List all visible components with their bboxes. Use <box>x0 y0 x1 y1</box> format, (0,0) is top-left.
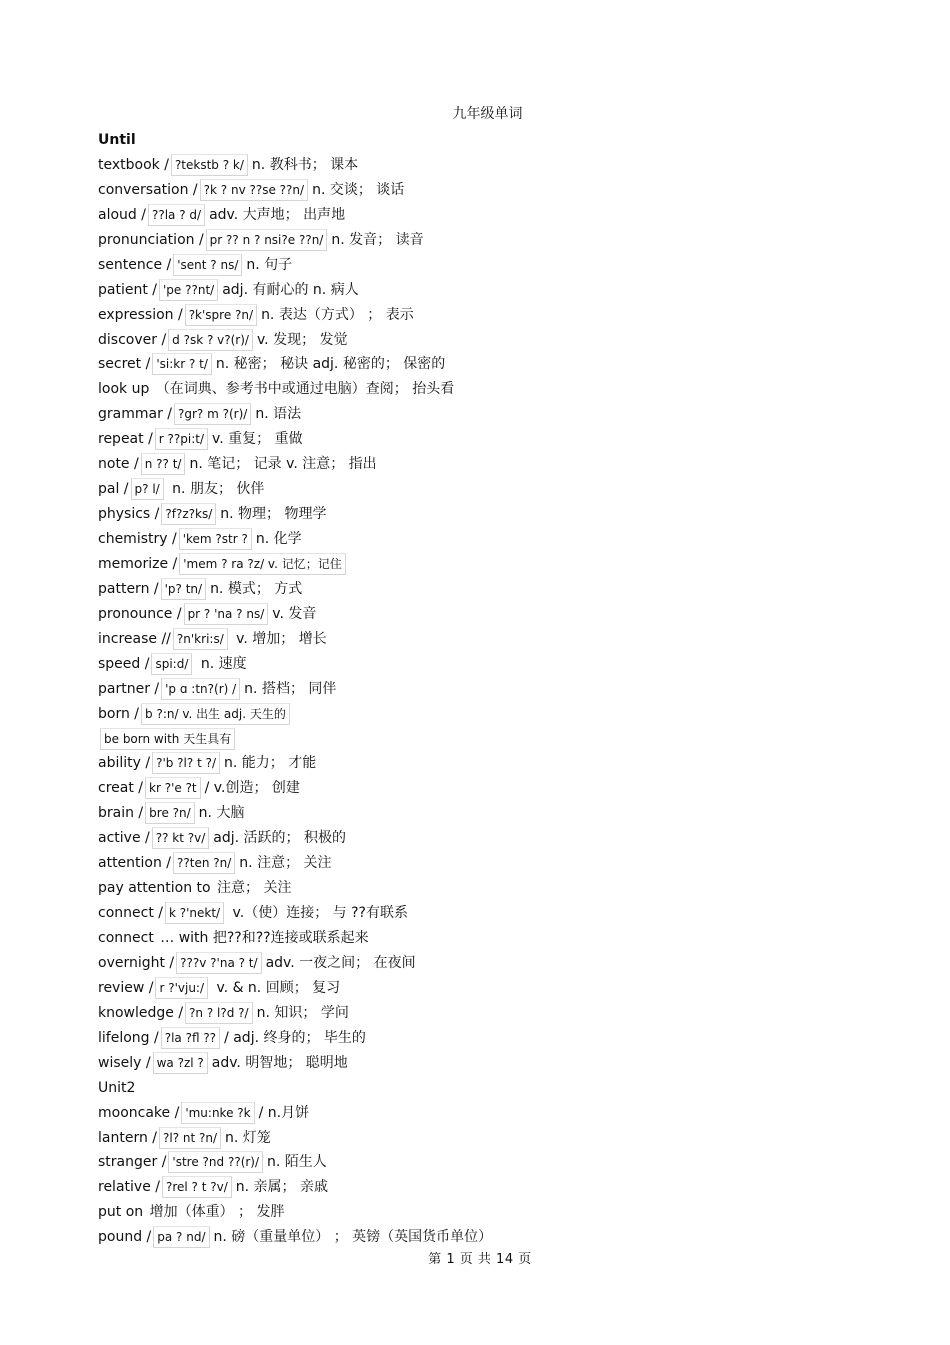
vocab-definition: n. 知识； 学问 <box>256 1004 349 1021</box>
vocab-definition: adv. 一夜之间； 在夜间 <box>265 954 416 971</box>
vocab-word: conversation / <box>98 181 198 198</box>
vocab-definition: 注意； 关注 <box>212 880 292 897</box>
vocab-row <box>98 577 858 602</box>
vocab-word: pronunciation / <box>98 231 204 248</box>
phonetic-box: ?f?z?ks/ <box>161 503 216 525</box>
phonetic-box: spi:d/ <box>151 653 192 675</box>
vocab-definition: n. 表达（方式） ； 表示 <box>261 306 414 323</box>
vocab-word: attention / <box>98 855 172 872</box>
phonetic-box: pa ? nd/ <box>153 1226 209 1248</box>
vocab-word: review / <box>98 979 154 996</box>
vocab-row <box>98 1175 858 1200</box>
vocab-word: patient / <box>98 281 157 298</box>
phonetic-box: d ?sk ? v?(r)/ <box>168 329 253 351</box>
vocab-row <box>98 477 858 502</box>
vocab-word: look up <box>98 381 150 398</box>
vocab-word: secret / <box>98 356 151 373</box>
vocab-row <box>98 627 858 652</box>
phonetic-box: 'mem ? ra ?z/ v. 记忆；记住 <box>179 553 346 575</box>
vocab-definition: / n.月饼 <box>258 1104 310 1121</box>
phonetic-box: pr ? 'na ? ns/ <box>184 603 269 625</box>
vocab-word: creat / <box>98 780 143 797</box>
page-title: 九年级单词 <box>452 106 523 122</box>
phonetic-box: r ?'vju:/ <box>155 977 208 999</box>
vocab-word: mooncake / <box>98 1104 180 1121</box>
vocab-word: grammar / <box>98 406 172 423</box>
vocab-definition: n. 句子 <box>246 256 293 273</box>
vocab-word: partner / <box>98 680 160 697</box>
vocab-row <box>98 677 858 702</box>
vocab-word: ability / <box>98 755 151 772</box>
vocab-definition: v. 增加； 增长 <box>231 630 327 647</box>
phonetic-box: ?'b ?l? t ?/ <box>152 752 220 774</box>
vocab-row <box>98 826 858 851</box>
vocab-word: lantern / <box>98 1129 157 1146</box>
vocab-word: pronounce / <box>98 605 182 622</box>
vocab-definition: / adj. 终身的； 毕生的 <box>224 1029 366 1046</box>
vocab-definition: n. 能力； 才能 <box>224 755 317 772</box>
phonetic-box: ??ten ?n/ <box>173 852 235 874</box>
vocab-word: connect / <box>98 905 163 922</box>
vocab-word: born / <box>98 705 140 722</box>
vocab-definition: n. 模式； 方式 <box>210 580 303 597</box>
vocab-row <box>98 427 858 452</box>
vocab-definition: adv. 明智地； 聪明地 <box>211 1054 348 1071</box>
vocab-word: pay attention to <box>98 880 211 897</box>
vocab-row <box>98 178 858 203</box>
vocab-definition: （在词典、参考书中或通过电脑）查阅； 抬头看 <box>151 381 455 398</box>
vocab-row <box>98 1225 858 1250</box>
phonetic-box: be born with 天生具有 <box>100 728 235 750</box>
vocab-word: stranger / <box>98 1154 167 1171</box>
vocab-word: repeat / <box>98 431 153 448</box>
phonetic-box: ?n'kri:s/ <box>173 628 228 650</box>
vocab-word: put on <box>98 1204 144 1221</box>
phonetic-box: ?l? nt ?n/ <box>159 1127 221 1149</box>
vocab-row <box>98 452 858 477</box>
vocab-word: brain / <box>98 805 144 822</box>
vocab-definition: v. 重复； 重做 <box>212 431 303 448</box>
phonetic-box: bre ?n/ <box>145 802 195 824</box>
vocab-row <box>98 352 858 377</box>
vocab-row <box>98 727 858 752</box>
vocab-definition: n. 教科书； 课本 <box>251 156 359 173</box>
phonetic-box: ?k'spre ?n/ <box>185 304 257 326</box>
vocab-word: pound / <box>98 1229 152 1246</box>
vocab-word: wisely / <box>98 1054 151 1071</box>
phonetic-box: r ??pi:t/ <box>155 428 208 450</box>
phonetic-box: p? l/ <box>131 478 164 500</box>
vocab-row <box>98 602 858 627</box>
vocab-word: chemistry / <box>98 531 177 547</box>
vocab-row <box>98 1026 858 1051</box>
vocab-definition: n. 灯笼 <box>225 1129 271 1146</box>
vocab-row <box>98 901 858 926</box>
vocab-definition: n. 亲属； 亲戚 <box>235 1179 329 1196</box>
page-footer: 第 1 页 共 14 页 <box>428 1252 532 1267</box>
vocab-row <box>98 402 858 427</box>
vocab-definition: / v.创造； 创建 <box>204 780 300 797</box>
vocab-row <box>98 702 858 727</box>
vocab-definition: v. 发现； 发觉 <box>256 331 348 348</box>
vocab-definition: n. 朋友； 伙伴 <box>167 481 265 498</box>
phonetic-box: 'stre ?nd ??(r)/ <box>168 1151 263 1173</box>
vocab-word: Unit2 <box>98 1079 136 1096</box>
vocab-word: note / <box>98 456 139 473</box>
phonetic-box: 'mu:nke ?k <box>181 1102 254 1124</box>
vocab-word: discover / <box>98 331 167 348</box>
vocab-definition: n. 笔记； 记录 v. 注意； 指出 <box>189 456 377 473</box>
phonetic-box: 'p ɑ :tn?(r) / <box>161 678 240 700</box>
phonetic-box: kr ?'e ?t <box>145 777 201 799</box>
vocab-row <box>98 128 858 153</box>
phonetic-box: pr ?? n ? nsi?e ??n/ <box>206 229 328 251</box>
vocab-definition: n. 秘密； 秘诀 adj. 秘密的； 保密的 <box>215 356 446 373</box>
phonetic-box: 'pe ??nt/ <box>159 279 218 301</box>
vocab-word: physics / <box>98 506 160 523</box>
vocab-definition: v.（使）连接； 与 ??有联系 <box>228 905 408 922</box>
phonetic-box: 'si:kr ? t/ <box>152 353 212 375</box>
vocab-row <box>98 1126 858 1151</box>
vocab-row <box>98 203 858 228</box>
vocab-definition: 增加（体重） ； 发胖 <box>145 1204 285 1221</box>
vocab-row <box>98 328 858 353</box>
phonetic-box: ?? kt ?v/ <box>152 827 210 849</box>
vocab-word: lifelong / <box>98 1029 159 1046</box>
vocab-row <box>98 876 858 901</box>
vocab-word: connect <box>98 930 154 946</box>
vocab-definition: n. 磅（重量单位） ； 英镑（英国货币单位） <box>213 1229 493 1246</box>
word-list <box>98 128 858 1250</box>
phonetic-box: k ?'nekt/ <box>165 902 224 924</box>
vocab-word: increase // <box>98 630 171 647</box>
phonetic-box: 'sent ? ns/ <box>173 254 242 276</box>
vocab-row <box>98 153 858 178</box>
vocab-word: expression / <box>98 306 183 323</box>
vocab-definition: n. 速度 <box>196 655 247 672</box>
vocab-row <box>98 502 858 527</box>
vocab-definition: v. & n. 回顾； 复习 <box>212 979 341 996</box>
vocab-definition: n. 发音； 读音 <box>331 231 424 248</box>
vocab-word: textbook / <box>98 156 169 173</box>
vocab-word: sentence / <box>98 256 172 273</box>
vocab-word: relative / <box>98 1179 160 1196</box>
vocab-row <box>98 377 858 402</box>
vocab-row <box>98 253 858 278</box>
vocab-row <box>98 228 858 253</box>
vocab-word: pattern / <box>98 580 159 597</box>
phonetic-box: n ?? t/ <box>141 453 186 475</box>
vocab-definition: v. 发音 <box>272 605 317 622</box>
phonetic-box: ?tekstb ? k/ <box>171 154 248 176</box>
vocab-definition: n. 物理； 物理学 <box>220 506 327 523</box>
phonetic-box: ?k ? nv ??se ??n/ <box>200 179 308 201</box>
vocab-row <box>98 527 858 552</box>
phonetic-box: ?la ?fl ?? <box>161 1027 220 1049</box>
vocab-row <box>98 926 858 951</box>
vocab-definition: n. 化学 <box>255 531 302 547</box>
vocab-definition: n. 交谈； 谈话 <box>312 181 405 198</box>
phonetic-box: b ?:n/ v. 出生 adj. 天生的 <box>141 703 290 725</box>
phonetic-box: 'p? tn/ <box>161 578 206 600</box>
vocab-definition: n. 搭档； 同伴 <box>244 680 337 697</box>
vocab-definition: adj. 有耐心的 n. 病人 <box>222 281 359 298</box>
vocab-word: knowledge / <box>98 1004 184 1021</box>
vocab-row <box>98 652 858 677</box>
vocab-row <box>98 278 858 303</box>
vocab-row <box>98 776 858 801</box>
vocab-row <box>98 1200 858 1225</box>
vocab-row <box>98 1051 858 1076</box>
phonetic-box: ?gr? m ?(r)/ <box>174 403 251 425</box>
vocab-row <box>98 1101 858 1126</box>
vocab-row <box>98 951 858 976</box>
vocab-definition: … with 把??和??连接或联系起来 <box>155 930 369 946</box>
vocab-definition: n. 注意； 关注 <box>239 855 332 872</box>
vocab-row <box>98 751 858 776</box>
vocab-definition: adj. 活跃的； 积极的 <box>213 830 346 847</box>
phonetic-box: ???v ?'na ? t/ <box>176 952 261 974</box>
vocab-row <box>98 976 858 1001</box>
phonetic-box: ?n ? l?d ?/ <box>185 1002 253 1024</box>
vocab-definition: adv. 大声地； 出声地 <box>209 206 346 223</box>
phonetic-box: 'kem ?str ? <box>179 528 252 550</box>
phonetic-box: ??la ? d/ <box>148 204 205 226</box>
phonetic-box: wa ?zl ? <box>153 1052 208 1074</box>
vocab-word: active / <box>98 830 150 847</box>
vocab-row <box>98 851 858 876</box>
vocab-word: speed / <box>98 655 150 672</box>
vocab-word: aloud / <box>98 206 146 223</box>
vocab-word: memorize / <box>98 555 178 572</box>
vocab-word: overnight / <box>98 954 175 971</box>
vocab-definition: n. 大脑 <box>198 805 245 822</box>
vocab-definition: n. 陌生人 <box>267 1154 327 1171</box>
vocab-row <box>98 1001 858 1026</box>
phonetic-box: ?rel ? t ?v/ <box>162 1176 232 1198</box>
vocab-word: Until <box>98 132 136 148</box>
vocab-row <box>98 552 858 577</box>
vocab-word: pal / <box>98 481 129 498</box>
vocab-row <box>98 1076 858 1101</box>
vocab-row <box>98 1150 858 1175</box>
vocab-row <box>98 303 858 328</box>
vocab-row <box>98 801 858 826</box>
vocab-definition: n. 语法 <box>255 406 302 423</box>
